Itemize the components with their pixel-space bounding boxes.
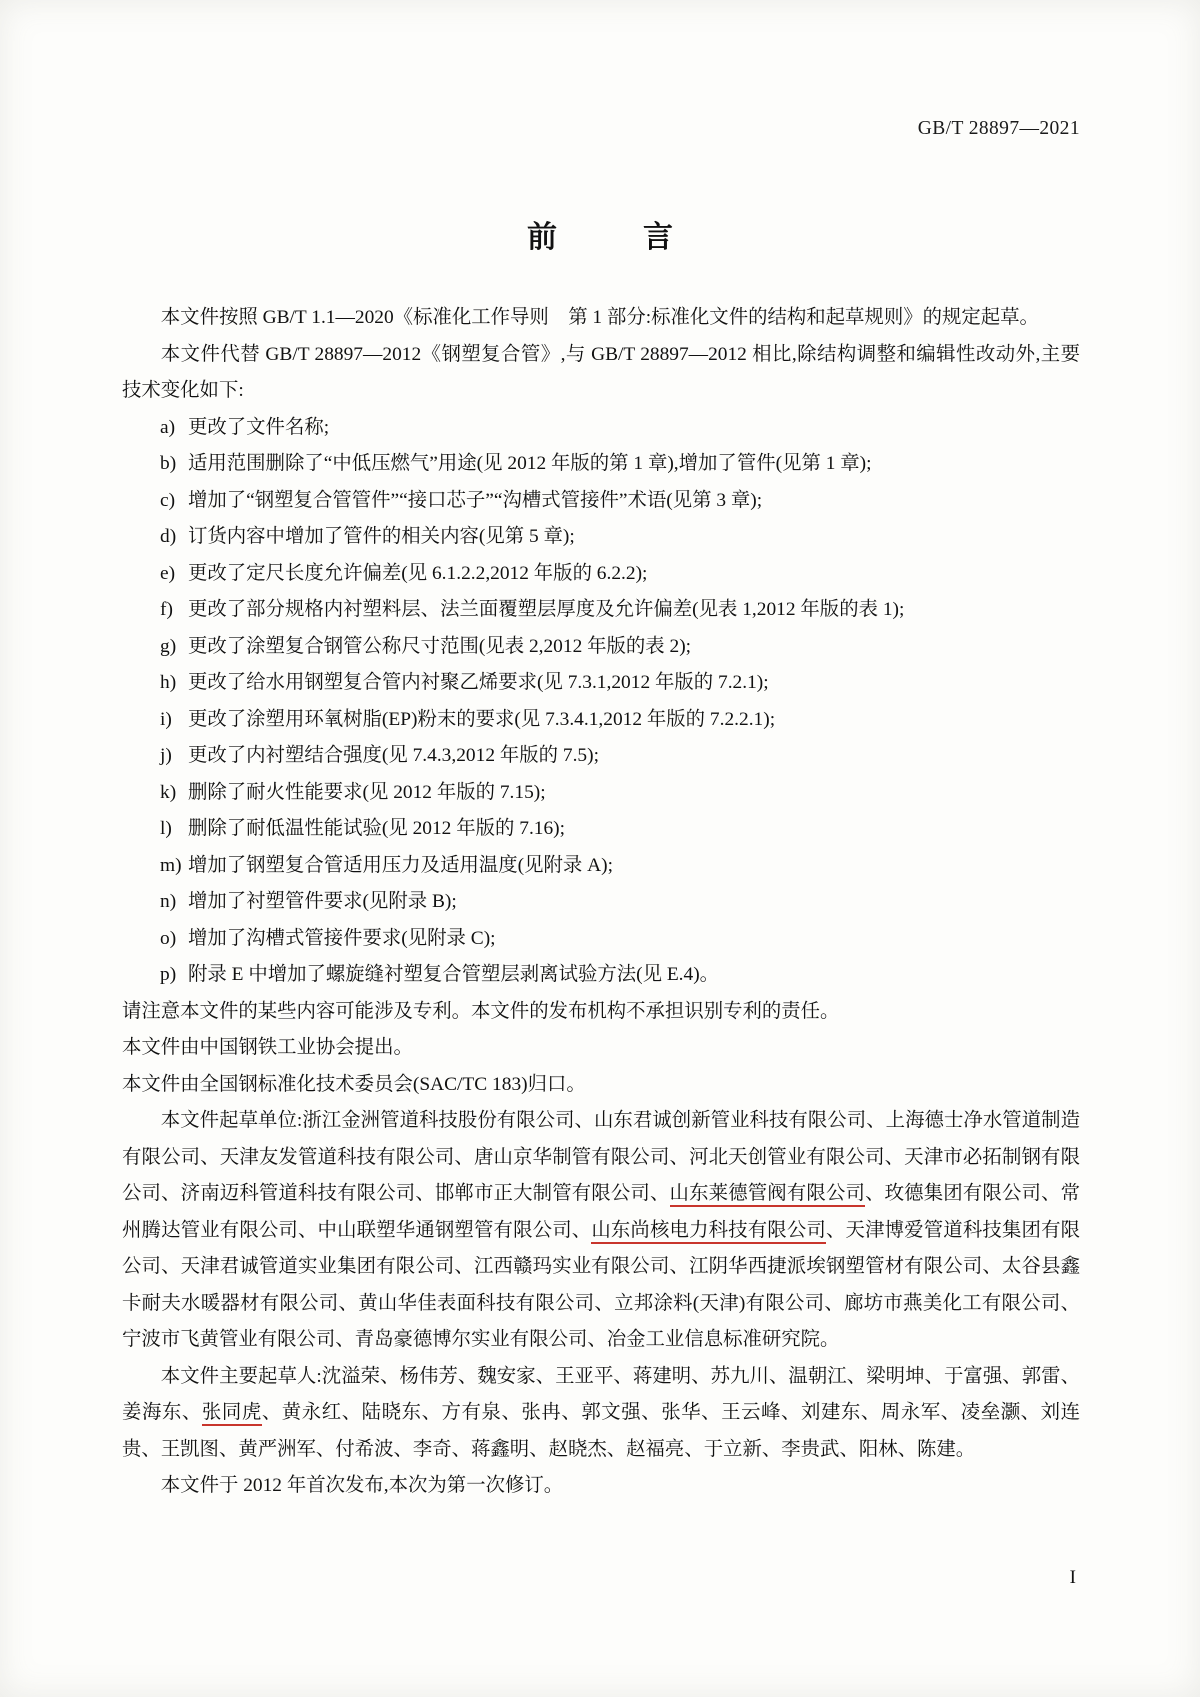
list-item-text: 更改了涂塑复合钢管公称尺寸范围(见表 2,2012 年版的表 2); [188, 635, 692, 657]
highlighted-unit-2: 山东尚核电力科技有限公司 [591, 1220, 826, 1244]
list-item-text: 增加了“钢塑复合管管件”“接口芯子”“沟槽式管接件”术语(见第 3 章); [188, 489, 763, 511]
list-item [122, 884, 1080, 921]
list-item [122, 629, 1080, 666]
drafting-units-label: 本文件起草单位: [160, 1110, 303, 1131]
list-item-label: g) [160, 635, 177, 657]
list-item-label: k) [160, 781, 177, 803]
list-item-label: p) [160, 964, 177, 985]
list-item-label: i) [160, 708, 172, 730]
foreword-paragraph-replaces: 本文件代替 GB/T 28897—2012《钢塑复合管》,与 GB/T 28897—2012 相比,除结构调整和编辑性改动外,主要技术变化如下: [122, 343, 1080, 401]
drafters-label: 本文件主要起草人: [160, 1365, 322, 1387]
list-item-label: e) [160, 562, 176, 584]
list-item [122, 957, 1080, 994]
list-item-label: d) [160, 526, 177, 547]
list-item-text: 更改了内衬塑结合强度(见 7.4.3,2012 年版的 7.5); [188, 745, 599, 766]
list-item-text: 更改了给水用钢塑复合管内衬聚乙烯要求(见 7.3.1,2012 年版的 7.2.1); [188, 672, 769, 693]
foreword-paragraph-proposer: 本文件由中国钢铁工业协会提出。 [122, 1037, 413, 1058]
list-item-text: 删除了耐火性能要求(见 2012 年版的 7.15); [188, 781, 546, 803]
highlighted-unit-1: 山东莱德管阀有限公司 [670, 1183, 866, 1207]
list-item [122, 446, 1080, 483]
list-item-label: a) [160, 416, 176, 438]
list-item-text: 增加了衬塑管件要求(见附录 B); [188, 891, 457, 912]
drafting-units-text-2: 、玫德集团有限公司、常州腾达管业有限公司、中山联塑华通钢塑管有限公司、 [122, 1183, 1081, 1241]
list-item-label: m) [160, 854, 182, 876]
list-item [122, 592, 1080, 629]
foreword-paragraph-history: 本文件于 2012 年首次发布,本次为第一次修订。 [160, 1475, 564, 1496]
list-item [122, 811, 1080, 848]
list-item-label: j) [160, 745, 172, 766]
list-item-text: 更改了部分规格内衬塑料层、法兰面覆塑层厚度及允许偏差(见表 1,2012 年版的表 1); [188, 599, 905, 620]
list-item [122, 702, 1080, 739]
technical-changes-list [122, 410, 1080, 994]
list-item-label: o) [160, 927, 177, 949]
page-number: I [1069, 1567, 1076, 1588]
foreword-paragraph-drafting-units [122, 1103, 1080, 1359]
list-item-label: h) [160, 672, 177, 693]
list-item [122, 848, 1080, 885]
list-item-text: 删除了耐低温性能试验(见 2012 年版的 7.16); [188, 818, 566, 839]
list-item [122, 410, 1080, 447]
list-item-text: 增加了沟槽式管接件要求(见附录 C); [188, 927, 496, 949]
list-item-label: l) [160, 818, 172, 839]
foreword-paragraph-basis: 本文件按照 GB/T 1.1—2020《标准化工作导则 第 1 部分:标准化文件的结构和起草规则》的规定起草。 [160, 307, 1039, 328]
list-item-text: 更改了定尺长度允许偏差(见 6.1.2.2,2012 年版的 6.2.2); [188, 562, 648, 584]
foreword-paragraph-custodian: 本文件由全国钢标准化技术委员会(SAC/TC 183)归口。 [122, 1073, 586, 1095]
list-item [122, 775, 1080, 812]
list-item [122, 483, 1080, 520]
list-item-text: 更改了文件名称; [188, 416, 330, 438]
list-item-text: 订货内容中增加了管件的相关内容(见第 5 章); [188, 526, 575, 547]
list-item [122, 519, 1080, 556]
foreword-content [122, 300, 1080, 1505]
list-item-label: c) [160, 489, 176, 511]
highlighted-drafter: 张同虎 [202, 1402, 262, 1426]
list-item [122, 556, 1080, 593]
page-title: 前 言 [527, 220, 701, 255]
list-item [122, 921, 1080, 958]
list-item-text: 更改了涂塑用环氧树脂(EP)粉末的要求(见 7.3.4.1,2012 年版的 7.2.2.1); [188, 708, 776, 730]
list-item-label: b) [160, 453, 177, 474]
drafters-text-1: 沈溢荣、杨伟芳、魏安家、王亚平、蒋建明、苏九川、温朝江、梁明坤、于富强、郭雷、姜海东、 [122, 1365, 1081, 1423]
list-item [122, 738, 1080, 775]
drafting-units-text-1: 浙江金洲管道科技股份有限公司、山东君诚创新管业科技有限公司、上海德士净水管道制造有限公司、天津友发管道科技有限公司、唐山京华制管有限公司、河北天创管业有限公司、天津市必拓制钢有限公司、济南迈科管道科技有限公司、邯郸市正大制管有限公司、 [122, 1110, 1081, 1204]
page-header-standard-code: GB/T 28897—2021 [917, 118, 1080, 139]
drafters-text-2: 、黄永红、陆晓东、方有泉、张冉、郭文强、张华、王云峰、刘建东、周永军、凌垒灏、刘连贵、王凯图、黄严洲军、付希波、李奇、蒋鑫明、赵晓杰、赵福亮、于立新、李贵武、阳林、陈建。 [122, 1402, 1081, 1460]
drafting-units-text-3: 、天津博爱管道科技集团有限公司、天津君诚管道实业集团有限公司、江西赣玛实业有限公司、江阴华西捷派埃钢塑管材有限公司、太谷县鑫卡耐夫水暖器材有限公司、黄山华佳表面科技有限公司、立邦涂料(天津)有限公司、廊坊市燕美化工有限公司、宁波市飞黄管业有限公司、青岛豪德博尔实业有限公司、冶金工业信息标准研究院。 [122, 1219, 1081, 1350]
list-item-text: 附录 E 中增加了螺旋缝衬塑复合管塑层剥离试验方法(见 E.4)。 [188, 964, 720, 985]
list-item-label: f) [160, 599, 173, 620]
list-item-text: 增加了钢塑复合管适用压力及适用温度(见附录 A); [188, 854, 613, 876]
list-item-text: 适用范围删除了“中低压燃气”用途(见 2012 年版的第 1 章),增加了管件(见第 1 章); [188, 453, 872, 474]
foreword-paragraph-drafters [122, 1359, 1080, 1469]
list-item [122, 665, 1080, 702]
list-item-label: n) [160, 891, 177, 912]
foreword-paragraph-patent: 请注意本文件的某些内容可能涉及专利。本文件的发布机构不承担识别专利的责任。 [122, 1000, 840, 1022]
